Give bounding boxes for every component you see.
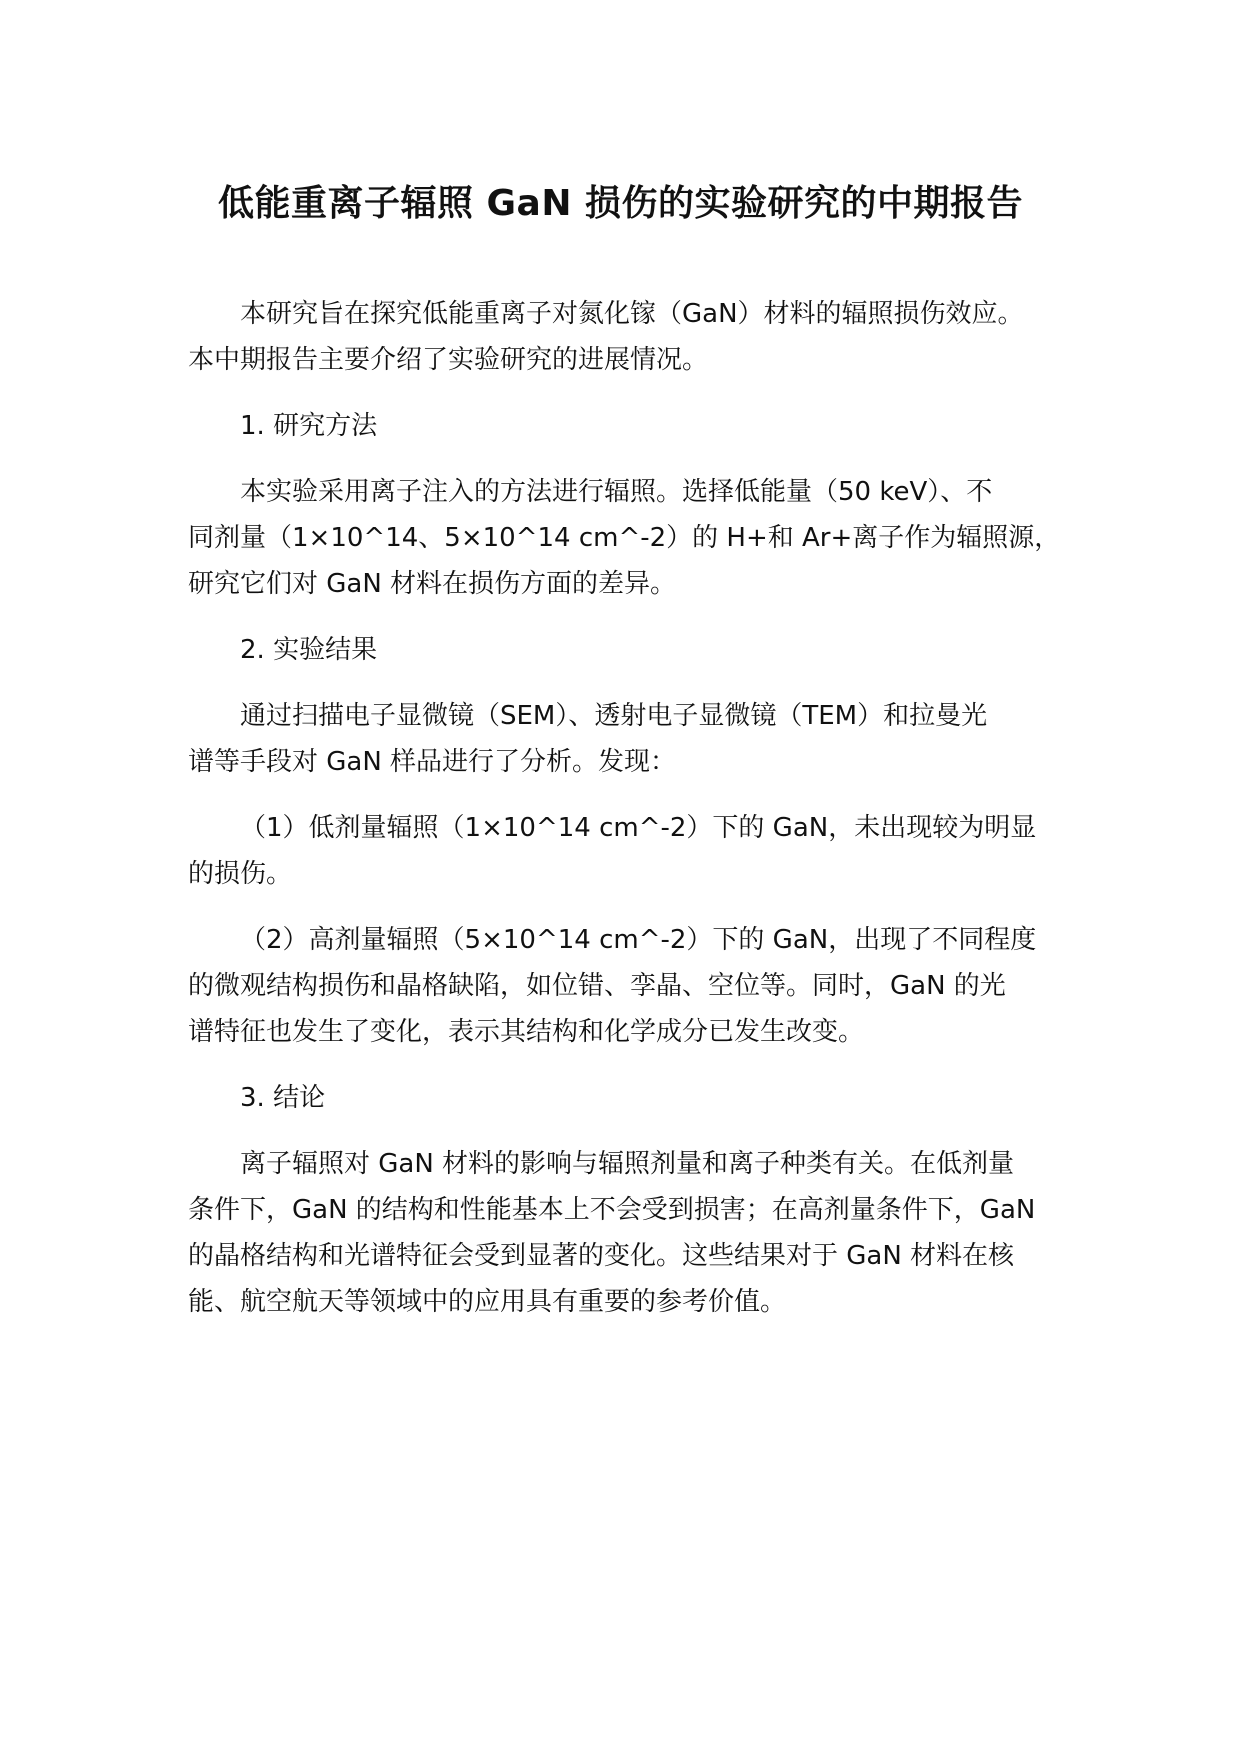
finding-2-line: 的微观结构损伤和晶格缺陷，如位错、孪晶、空位等。同时，GaN 的光 [188, 971, 1006, 1001]
intro-line: 本研究旨在探究低能重离子对氮化镓（GaN）材料的辐照损伤效应。 [240, 299, 1024, 329]
intro-paragraph [188, 291, 1068, 383]
section-heading-methods: 1. 研究方法 [240, 411, 378, 441]
finding-1-line: 的损伤。 [188, 859, 293, 889]
results-line: 谱等手段对 GaN 样品进行了分析。发现： [188, 747, 677, 777]
conclusion-line: 条件下，GaN 的结构和性能基本上不会受到损害；在高剂量条件下，GaN [188, 1195, 1036, 1225]
conclusion-line: 离子辐照对 GaN 材料的影响与辐照剂量和离子种类有关。在低剂量 [240, 1149, 1015, 1179]
methods-line: 同剂量（1×10^14、5×10^14 cm^-2）的 H+和 Ar+离子作为辐照源， [188, 523, 1061, 553]
methods-line: 研究它们对 GaN 材料在损伤方面的差异。 [188, 569, 677, 599]
finding-2-line: 谱特征也发生了变化，表示其结构和化学成分已发生改变。 [188, 1017, 865, 1047]
document-body [188, 291, 1068, 1345]
methods-line: 本实验采用离子注入的方法进行辐照。选择低能量（50 keV）、不 [240, 477, 993, 507]
finding-2-line: （2）高剂量辐照（5×10^14 cm^-2）下的 GaN，出现了不同程度 [240, 925, 1037, 955]
finding-2-paragraph [188, 917, 1068, 1055]
results-paragraph [188, 693, 1068, 785]
finding-1-line: （1）低剂量辐照（1×10^14 cm^-2）下的 GaN，未出现较为明显 [240, 813, 1037, 843]
results-line: 通过扫描电子显微镜（SEM）、透射电子显微镜（TEM）和拉曼光 [240, 701, 988, 731]
document-title: 低能重离子辐照 GaN 损伤的实验研究的中期报告 [217, 183, 1024, 224]
finding-1-paragraph [188, 805, 1068, 897]
section-heading-results: 2. 实验结果 [240, 635, 378, 665]
conclusion-paragraph [188, 1141, 1068, 1325]
conclusion-line: 的晶格结构和光谱特征会受到显著的变化。这些结果对于 GaN 材料在核 [188, 1241, 1015, 1271]
section-heading-conclusion: 3. 结论 [240, 1083, 326, 1113]
conclusion-line: 能、航空航天等领域中的应用具有重要的参考价值。 [188, 1287, 787, 1317]
intro-line: 本中期报告主要介绍了实验研究的进展情况。 [188, 345, 709, 375]
methods-paragraph [188, 469, 1068, 607]
